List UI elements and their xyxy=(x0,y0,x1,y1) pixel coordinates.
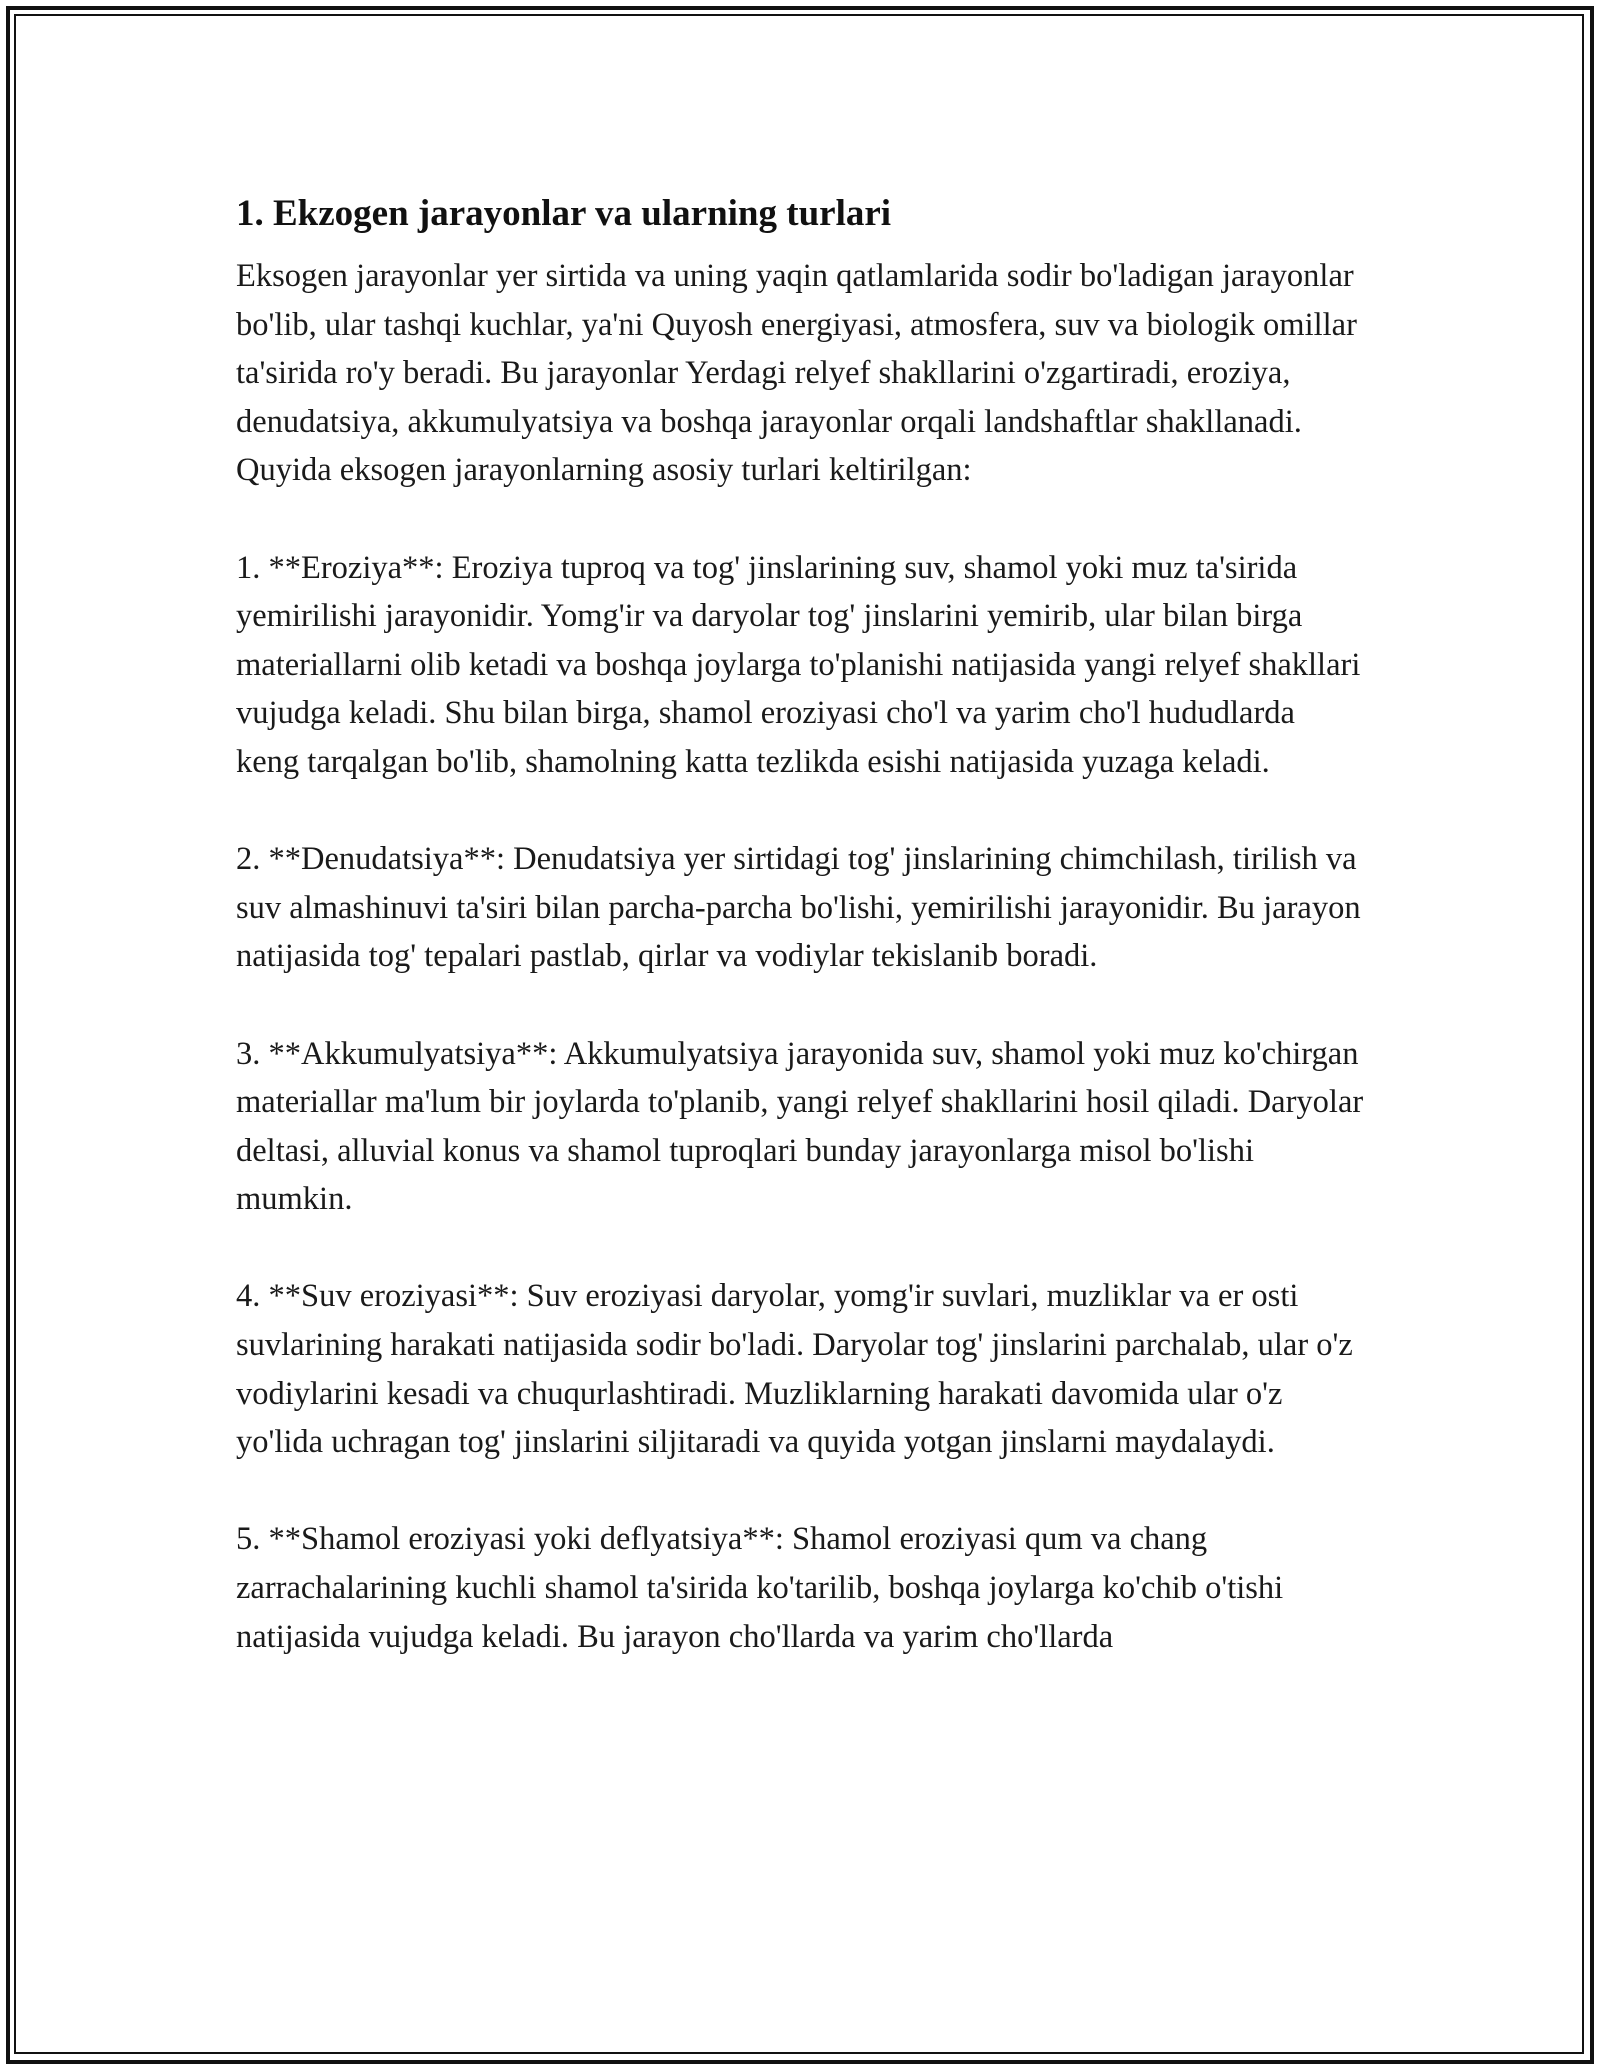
intro-paragraph: Eksogen jarayonlar yer sirtida va uning yaqin qatlamlarida sodir bo'ladigan jarayonlar bo'lib, ular tashqi kuchlar, ya'ni Quyosh energiyasi, atmosfera, suv va biologik omillar ta'sirida ro'y beradi. Bu jarayonlar Yerdagi relyef shakllarini o'zgartiradi, eroziya, denudatsiya, akkumulyatsiya va boshqa jarayonlar orqali landshaftlar shakllanadi. Quyida eksogen jarayonlarning asosiy turlari keltirilgan: xyxy=(236,258,1357,489)
section-heading: 1. Ekzogen jarayonlar va ularning turlari xyxy=(236,193,892,234)
list-item-denudation: 2. **Denudatsiya**: Denudatsiya yer sirtidagi tog' jinslarining chimchilash, tirilish va suv almashinuvi ta'siri bilan parcha-parcha bo'lishi, yemirilishi jarayonidir. Bu jarayon natijasida tog' tepalari pastlab, qirlar va vodiylar tekislanib boradi. xyxy=(236,841,1361,975)
list-item-erosion: 1. **Eroziya**: Eroziya tuproq va tog' jinslarining suv, shamol yoki muz ta'sirida yemirilishi jarayonidir. Yomg'ir va daryolar tog' jinslarini yemirib, ular bilan birga materiallarni olib ketadi va boshqa joylarga to'planishi natijasida yangi relyef shakllari vujudga keladi. Shu bilan birga, shamol eroziyasi cho'l va yarim cho'l hududlarda keng tarqalgan bo'lib, shamolning katta tezlikda esishi natijasida yuzaga keladi. xyxy=(236,549,1361,780)
list-item-accumulation: 3. **Akkumulyatsiya**: Akkumulyatsiya jarayonida suv, shamol yoki muz ko'chirgan materiallar ma'lum bir joylarda to'planib, yangi relyef shakllarini hosil qiladi. Daryolar deltasi, alluvial konus va shamol tuproqlari bunday jarayonlarga misol bo'lishi mumkin. xyxy=(236,1035,1364,1218)
list-item-wind-erosion: 5. **Shamol eroziyasi yoki deflyatsiya**: Shamol eroziyasi qum va chang zarrachalarining kuchli shamol ta'sirida ko'tarilib, boshqa joylarga ko'chib o'tishi natijasida vujudga keladi. Bu jarayon cho'llarda va yarim cho'llarda xyxy=(236,1521,1284,1655)
document-body xyxy=(236,186,1366,1661)
list-item-water-erosion: 4. **Suv eroziyasi**: Suv eroziyasi daryolar, yomg'ir suvlari, muzliklar va er osti suvlarining harakati natijasida sodir bo'ladi. Daryolar tog' jinslarini parchalab, ular o'z vodiylarini kesadi va chuqurlashtiradi. Muzliklarning harakati davomida ular o'z yo'lida uchragan tog' jinslarini siljitaradi va quyida yotgan jinslarni maydalaydi. xyxy=(236,1278,1353,1461)
